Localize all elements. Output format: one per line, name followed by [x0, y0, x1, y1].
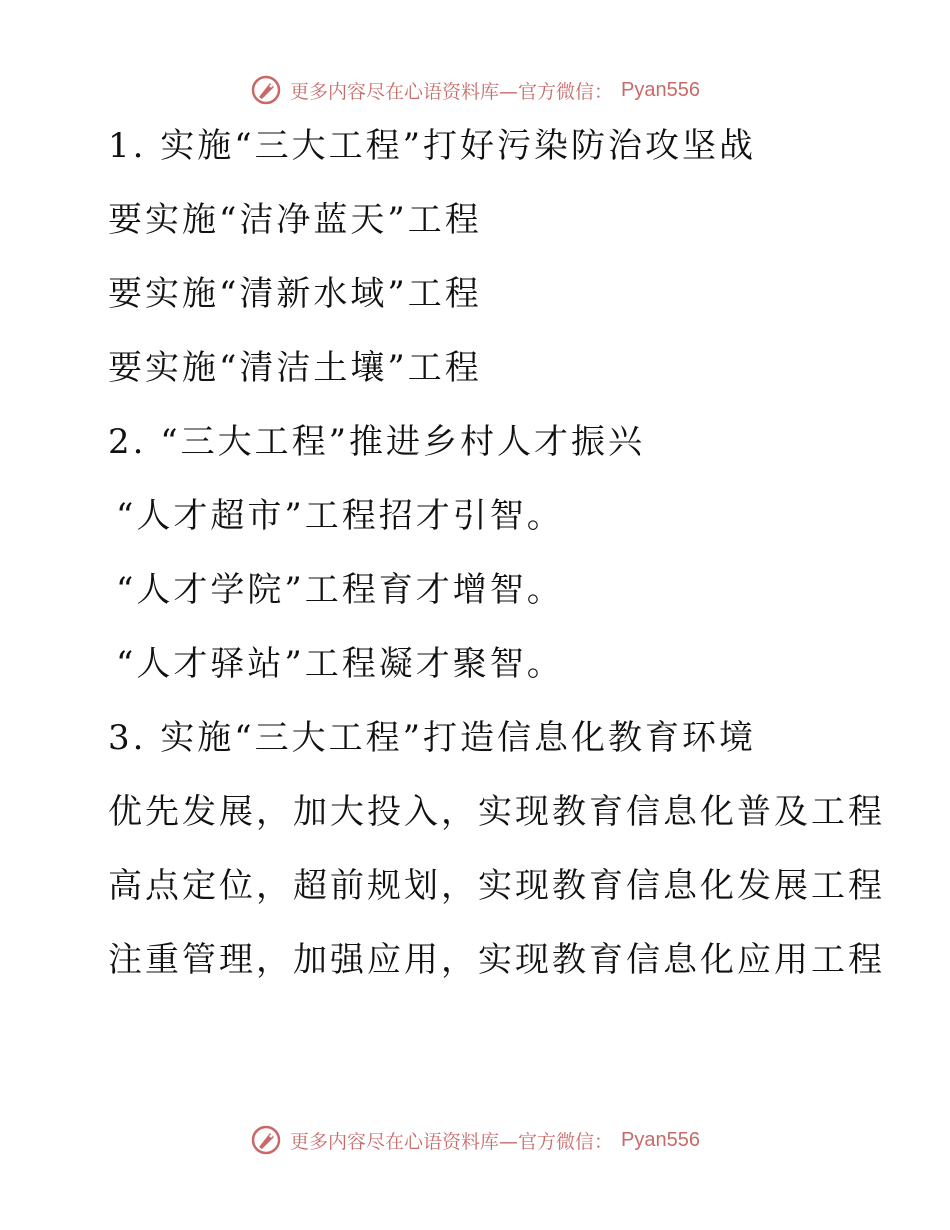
footer-watermark	[0, 1120, 950, 1160]
body-line: 高点定位，超前规划，实现教育信息化发展工程	[108, 866, 885, 906]
pen-nib-circle-icon	[250, 1124, 282, 1156]
watermark-text: 更多内容尽在心语资料库—官方微信：	[290, 80, 614, 103]
document-body	[108, 120, 908, 1008]
section-heading-3: 3. 实施“三大工程”打造信息化教育环境	[108, 718, 757, 758]
body-line: 注重管理，加强应用，实现教育信息化应用工程	[108, 940, 885, 980]
header-watermark	[0, 70, 950, 110]
body-line: 优先发展，加大投入，实现教育信息化普及工程	[108, 792, 885, 832]
body-line: 要实施“清新水域”工程	[108, 274, 482, 314]
body-line: “人才学院”工程育才增智。	[116, 570, 564, 610]
section-heading-2: 2. “三大工程”推进乡村人才振兴	[108, 422, 646, 462]
body-line: “人才超市”工程招才引智。	[116, 496, 564, 536]
section-heading-1: 1. 实施“三大工程”打好污染防治攻坚战	[108, 126, 757, 166]
body-line: “人才驿站”工程凝才聚智。	[116, 644, 564, 684]
body-line: 要实施“清洁土壤”工程	[108, 348, 482, 388]
pen-nib-circle-icon	[250, 74, 282, 106]
watermark-wechat-id: Pyan556	[621, 1128, 700, 1151]
watermark-text: 更多内容尽在心语资料库—官方微信：	[290, 1130, 614, 1153]
body-line: 要实施“洁净蓝天”工程	[108, 200, 482, 240]
watermark-wechat-id: Pyan556	[621, 78, 700, 101]
